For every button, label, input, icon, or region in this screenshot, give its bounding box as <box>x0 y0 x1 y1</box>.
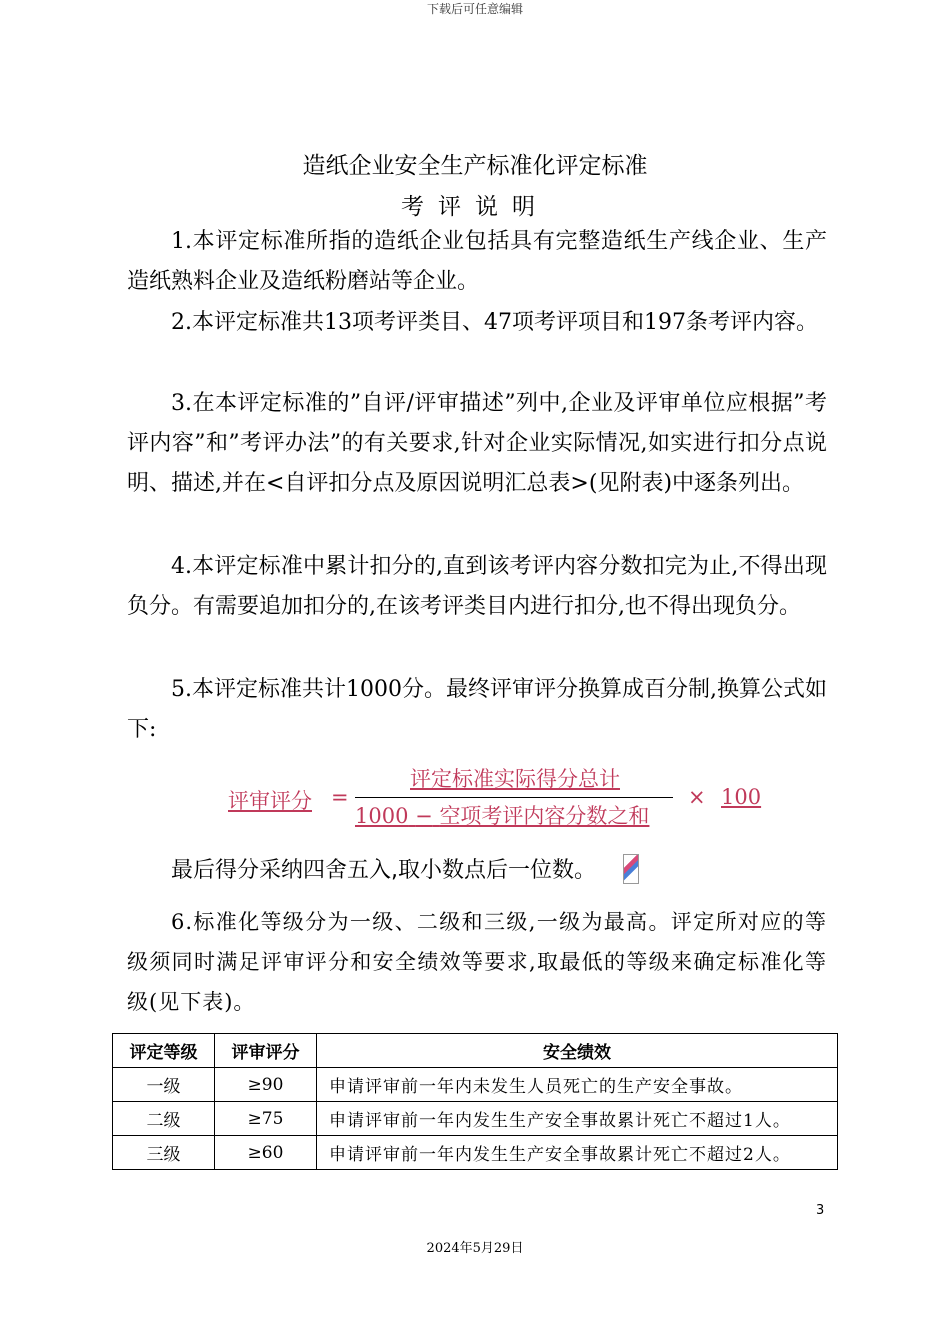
page-number: 3 <box>816 1203 825 1218</box>
formula-times: × <box>688 785 706 809</box>
table-header-cell: 评审评分 <box>215 1034 317 1068</box>
formula-denominator <box>355 800 675 830</box>
formula-denominator-subtract: 空项考评内容分数之和 <box>439 804 650 828</box>
table-cell: ≥60 <box>215 1136 317 1170</box>
table-cell: ≥90 <box>215 1068 317 1102</box>
table-cell: 二级 <box>113 1102 215 1136</box>
paragraph-2-text: 2.本评定标准共13项考评类目、47项考评项目和197条考评内容。 <box>171 310 818 335</box>
paragraph-6 <box>127 902 827 1022</box>
table-row <box>113 1068 838 1102</box>
edit-icon[interactable] <box>623 854 639 884</box>
paragraph-3-text: 3.在本评定标准的”自评/评审描述”列中,企业及评审单位应根据”考评内容”和”考评办法”的有关要求,针对企业实际情况,如实进行扣分点说明、描述,并在<自评扣分点及原因说明汇总表>(见附表)中逐条列出。 <box>127 391 827 496</box>
paragraph-4-text: 4.本评定标准中累计扣分的,直到该考评内容分数扣完为止,不得出现负分。有需要追加扣分的,在该考评类目内进行扣分,也不得出现负分。 <box>127 554 827 619</box>
paragraph-5 <box>127 670 827 750</box>
paragraph-1 <box>127 222 827 302</box>
formula-minus: − <box>415 804 433 828</box>
table-header-row <box>113 1034 838 1068</box>
grade-table <box>112 1033 838 1170</box>
table-row <box>113 1102 838 1136</box>
paragraph-5-text: 5.本评定标准共计1000分。最终评审评分换算成百分制,换算公式如下: <box>127 677 827 742</box>
formula-fraction-bar <box>355 797 673 798</box>
table-cell: 三级 <box>113 1136 215 1170</box>
paragraph-2 <box>127 303 827 343</box>
paragraph-3 <box>127 384 827 504</box>
rounding-note: 最后得分采纳四舍五入,取小数点后一位数。 <box>171 858 596 883</box>
formula-numerator: 评定标准实际得分总计 <box>410 767 620 791</box>
document-title: 造纸企业安全生产标准化评定标准 <box>302 153 648 179</box>
paragraph-4 <box>127 547 827 627</box>
formula-multiplier: 100 <box>721 785 762 809</box>
table-cell: ≥75 <box>215 1102 317 1136</box>
table-cell: 申请评审前一年内发生生产安全事故累计死亡不超过2人。 <box>317 1136 838 1170</box>
paragraph-1-text: 1.本评定标准所指的造纸企业包括具有完整造纸生产线企业、生产造纸熟料企业及造纸粉磨站等企业。 <box>127 229 827 294</box>
table-cell: 一级 <box>113 1068 215 1102</box>
header-note: 下载后可任意编辑 <box>426 2 523 16</box>
table-cell: 申请评审前一年内发生生产安全事故累计死亡不超过1人。 <box>317 1102 838 1136</box>
table-header-cell: 评定等级 <box>113 1034 215 1068</box>
table-row <box>113 1136 838 1170</box>
formula-lhs: 评审评分 <box>228 789 312 813</box>
formula-equals: = <box>331 785 349 809</box>
paragraph-6-text: 6.标准化等级分为一级、二级和三级,一级为最高。评定所对应的等级须同时满足评审评分和安全绩效等要求,取最低的等级来确定标准化等级(见下表)。 <box>127 910 827 1014</box>
table-cell: 申请评审前一年内未发生人员死亡的生产安全事故。 <box>317 1068 838 1102</box>
formula-denominator-total: 1000 <box>355 804 409 828</box>
document-subtitle: 考评说明 <box>401 194 549 220</box>
footer-date: 2024年5月29日 <box>426 1241 524 1256</box>
table-header-cell: 安全绩效 <box>317 1034 838 1068</box>
